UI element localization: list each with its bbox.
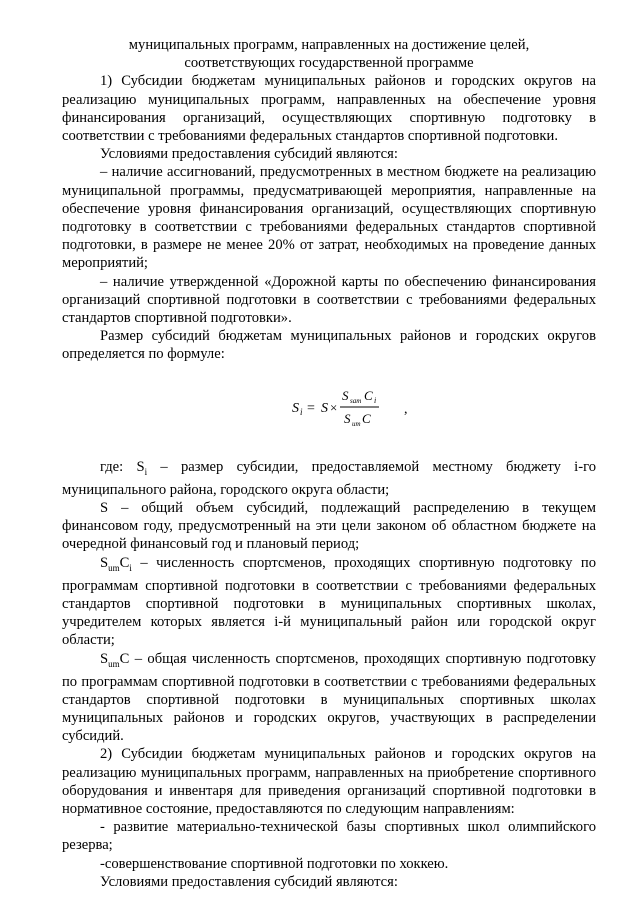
definition-sumc-sub: um [108, 658, 120, 669]
heading-line-2: соответствующих государственной программе [184, 55, 474, 72]
definition-sumc-c: C [119, 650, 130, 667]
formula-graphic [290, 376, 440, 438]
definition-si-sub: i [144, 466, 148, 477]
definition-sumci-s: S [100, 554, 109, 571]
definition-sumci [62, 554, 596, 650]
paragraph-condition-assignations: – наличие ассигнований, предусмотренных в местном бюджете на реализацию муниципальной программы, предусматривающей мероприятия, направленные на обеспечение уровня финансирования организаций, осуществляющих спортивную подготовку в соответствии с требованиями федеральных стандартов спортивной подготовки, в размере не менее 20% от затрат, необходимых на проведение данных мероприятий; [62, 164, 596, 272]
formula-num-sub: sam [350, 396, 362, 405]
paragraph-condition-roadmap: – наличие утвержденной «Дорожной карты по обеспечению финансирования организаций спортивной подготовки в соответствии с требованиями федеральных стандартов спортивной подготовки». [62, 273, 596, 327]
definition-si-prefix: где: S [100, 458, 145, 475]
definition-sumci-sub: um [108, 562, 120, 573]
paragraph-conditions-2: Условиями предоставления субсидий являются: [100, 873, 398, 890]
formula-den-sub: um [352, 419, 361, 428]
paragraph-conditions-1: Условиями предоставления субсидий являются: [100, 146, 398, 163]
definition-sumci-c: C [119, 554, 130, 571]
formula-num-c: C [364, 387, 373, 403]
formula-lhs: S [292, 400, 299, 416]
definition-sumci-csub: i [129, 562, 132, 573]
formula-equals: = [307, 400, 315, 416]
formula-total: S [321, 400, 328, 416]
definition-sumc-text: – общая численность спортсменов, проходящих спортивную подготовку по программам спортивной подготовки в соответствии с требованиями федеральных стандартов спортивной подготовки в муниципальных спортивных школах муниципальных районов и городских округов, участвующих в распределении субсидий. [62, 650, 596, 745]
paragraph-subsidy-1: 1) Субсидии бюджетам муниципальных районов и городских округов на реализацию муниципальных программ, направленных на обеспечение уровня финансирования организаций, осуществляющих спортивную подготовку в соответствии с требованиями федеральных стандартов спортивной подготовки. [62, 73, 596, 145]
formula-trailing-comma: , [404, 401, 408, 417]
subsidy-formula [62, 374, 596, 442]
formula-lhs-sub: i [300, 406, 303, 417]
definition-sumc [62, 650, 596, 746]
heading-line-1: муниципальных программ, направленных на достижение целей, [128, 37, 530, 53]
formula-den-c: C [362, 410, 371, 426]
definition-sumci-text: – численность спортсменов, проходящих спортивную подготовку по программам спортивной подготовки в соответствии с требованиями федеральных стандартов спортивной подготовки в муниципальных спортивных школах, учредителем которых является i-й муниципальный район или городской округ области; [62, 554, 596, 649]
formula-den-s: S [344, 410, 351, 426]
formula-num-s: S [342, 387, 349, 403]
formula-times: × [330, 399, 338, 415]
paragraph-direction-1: - развитие материально-технической базы спортивных школ олимпийского резерва; [62, 819, 596, 854]
formula-num-c-sub: i [374, 395, 377, 405]
paragraph-formula-intro: Размер субсидий бюджетам муниципальных районов и городских округов определяется по формуле: [62, 328, 596, 363]
definition-sumc-s: S [100, 650, 109, 667]
definition-si [62, 458, 596, 499]
paragraph-subsidy-2: 2) Субсидии бюджетам муниципальных районов и городских округов на реализацию муниципальных программ, направленных на приобретение спортивного оборудования и инвентаря для приведения организаций спортивной подготовки в нормативное состояние, предоставляются по следующим направлениям: [62, 746, 596, 818]
paragraph-direction-2: -совершенствование спортивной подготовки по хоккею. [100, 855, 449, 872]
definition-si-text: – размер субсидии, предоставляемой местному бюджету i-го муниципального района, городского округа области; [62, 458, 597, 498]
definition-s-total: S – общий объем субсидий, подлежащий распределению в текущем финансовом году, предусмотренный на эти цели законом об областном бюджете на очередной финансовый год и плановый период; [62, 499, 596, 553]
